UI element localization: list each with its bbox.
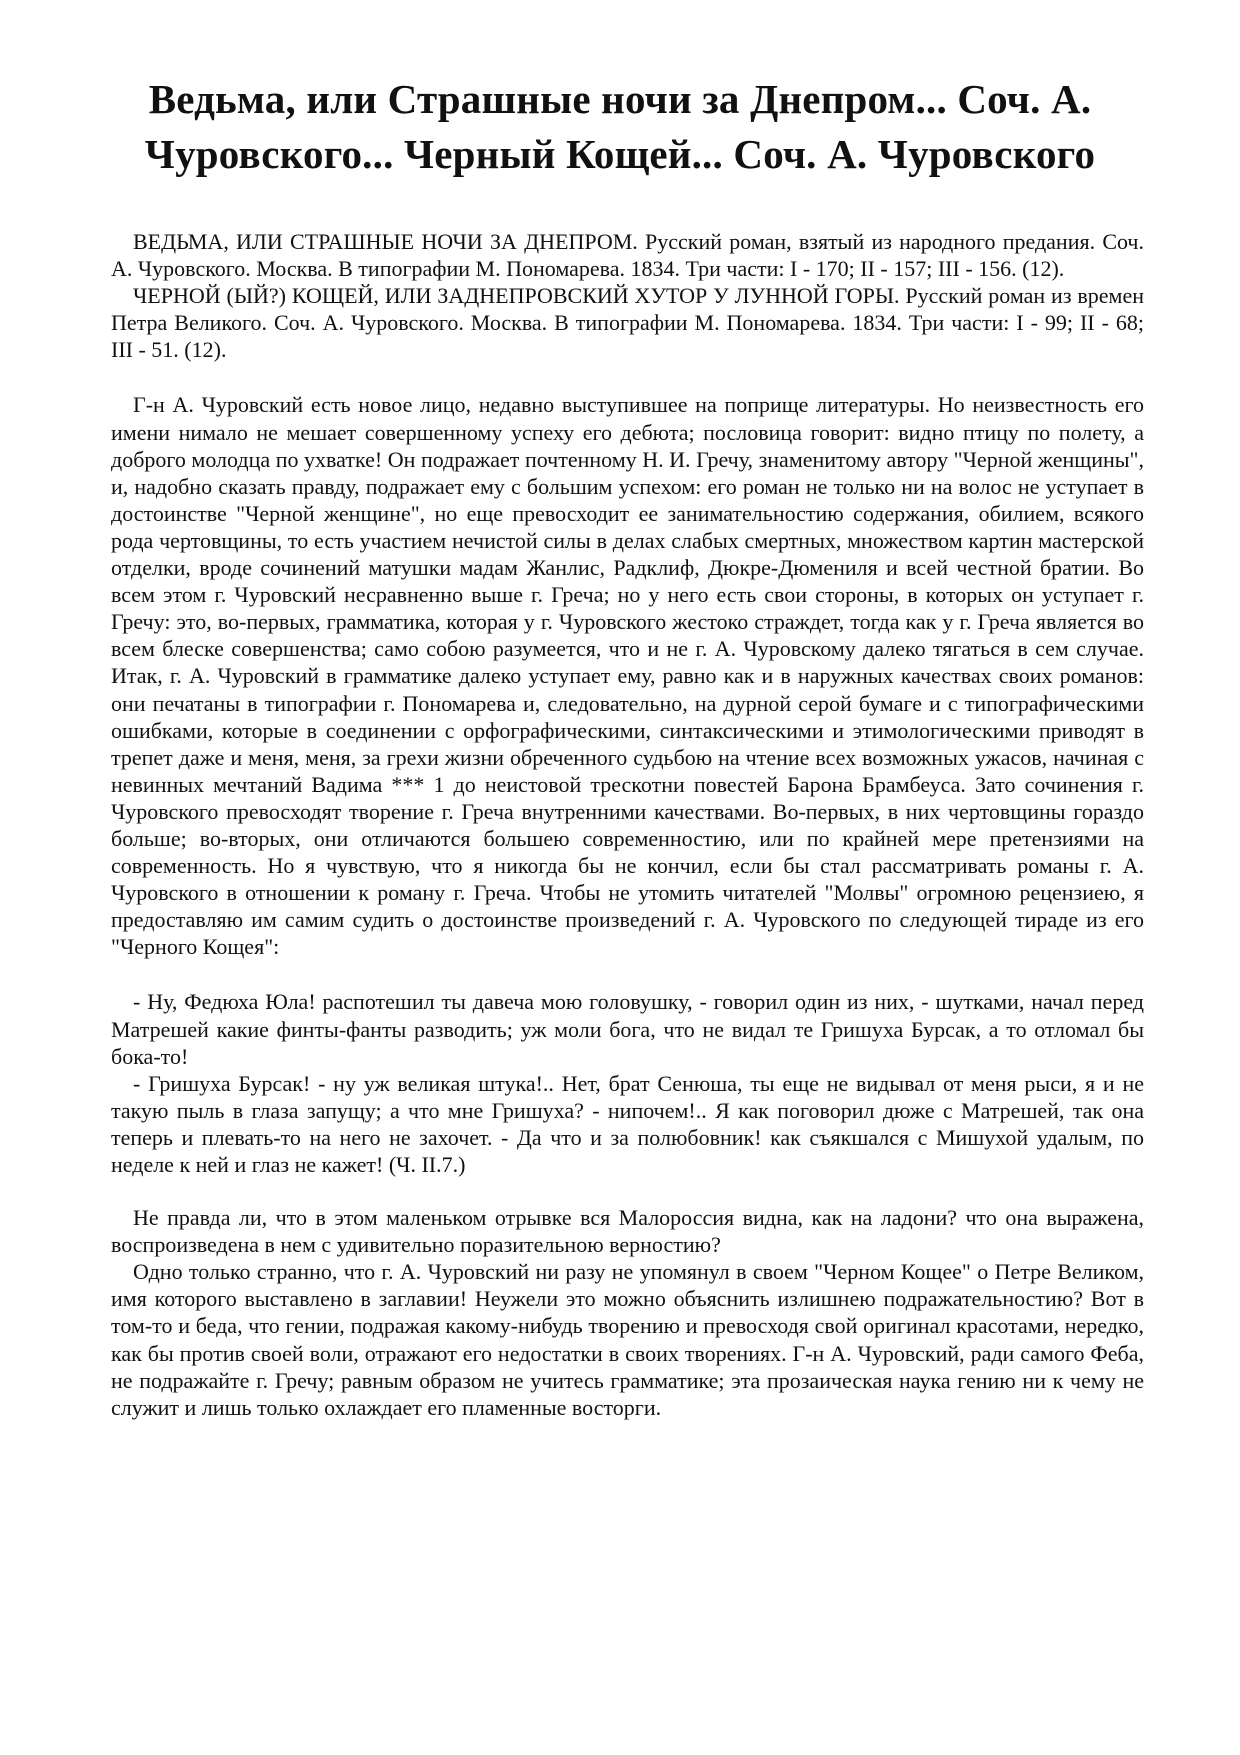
paragraph-gap — [111, 363, 1144, 391]
paragraph-gap — [111, 1178, 1144, 1204]
bibliography-entry-1: ВЕДЬМА, ИЛИ СТРАШНЫЕ НОЧИ ЗА ДНЕПРОМ. Русский роман, взятый из народного предания. Соч. А. Чуровского. Москва. В типографии М. Пономарева. 1834. Три части: I - 170; II - 157; III - 156. (12). — [111, 229, 1144, 282]
review-paragraph: Г-н А. Чуровский есть новое лицо, недавно выступившее на поприще литературы. Но неизвестность его имени нимало не мешает совершенному успеху его дебюта; пословица говорит: видно птицу по полету, а доброго молодца по ухватке! Он подражает почтенному Н. И. Гречу, знаменитому автору "Черной женщины", и, надобно сказать правду, подражает ему с большим успехом: его роман не только ни на волос не уступает в достоинстве "Черной женщине", но еще превосходит ее занимательностию содержания, обилием, всякого рода чертовщины, то есть участием нечистой силы в делах слабых смертных, множеством картин мастерской отделки, вроде сочинений матушки мадам Жанлис, Радклиф, Дюкре-Дюмениля и всей честной братии. Во всем этом г. Чуровский несравненно выше г. Греча; но у него есть свои стороны, в которых он уступает г. Гречу: это, во-первых, грамматика, которая у г. Чуровского жестоко страждет, тогда как у г. Греча является во всем блеске совершенства; само собою разумеется, что и не г. А. Чуровскому далеко тягаться в сем случае. Итак, г. А. Чуровский в грамматике далеко уступает ему, равно как и в наружных качествах своих романов: они печатаны в типографии г. Пономарева и, следовательно, на дурной серой бумаге и с типографическими ошибками, которые в соединении с орфографическими, синтаксическими и этимологическими приводят в трепет даже и меня, меня, за грехи жизни обреченного судьбою на чтение всех возможных ужасов, начиная с невинных мечтаний Вадима *** 1 до неистовой трескотни повестей Барона Брамбеуса. Зато сочинения г. Чуровского превосходят творение г. Греча внутренними качествами. Во-первых, в них чертовщины гораздо больше; во-вторых, они отличаются большею современностию, или по крайней мере претензиями на современность. Но я чувствую, что я никогда бы не кончил, если бы стал рассматривать романы г. А. Чуровского в отношении к роману г. Греча. Чтобы не утомить читателей "Молвы" огромною рецензиею, я предоставляю им самим судить о достоинстве произведений г. А. Чуровского по следующей тираде из его "Черного Кощея": — [111, 392, 1144, 960]
quote-line-1: - Ну, Федюха Юла! распотешил ты давеча мою головушку, - говорил один из них, - шутками, начал перед Матрешей какие финты-фанты разводить; уж моли бога, что не видал те Гришуха Бурсак, а то отломал бы бока-то! — [111, 989, 1144, 1069]
quote-line-2: - Гришуха Бурсак! - ну уж великая штука!.. Нет, брат Сенюша, ты еще не видывал от меня рыси, я и не такую пыль в глаза запущу; а что мне Гришуха? - нипочем!.. Я как поговорил дюже с Матрешей, так она теперь и плевать-то на него не захочет. - Да что и за полюбовник! как съякшался с Мишухой удалым, по неделе к ней и глаз не кажет! (Ч. II.7.) — [111, 1070, 1144, 1177]
paragraph-gap — [111, 960, 1144, 988]
bibliography-entry-2: ЧЕРНОЙ (ЫЙ?) КОЩЕЙ, ИЛИ ЗАДНЕПРОВСКИЙ ХУТОР У ЛУННОЙ ГОРЫ. Русский роман из времен Петра Великого. Соч. А. Чуровского. Москва. В типографии М. Пономарева. 1834. Три части: I - 99; II - 68; III - 51. (12). — [111, 283, 1144, 363]
document-body — [111, 228, 1144, 1421]
document-title: Ведьма, или Страшные ночи за Днепром... Соч. А. Чуровского... Черный Кощей... Соч. А. Чуровского — [144, 76, 1096, 177]
conclusion-paragraph-1: Не правда ли, что в этом маленьком отрывке вся Малороссия видна, как на ладони? что она выражена, воспроизведена в нем с удивительно поразительною верностию? — [111, 1205, 1144, 1258]
conclusion-paragraph-2: Одно только странно, что г. А. Чуровский ни разу не упомянул в своем "Черном Кощее" о Петре Великом, имя которого выставлено в заглавии! Неужели это можно объяснить излишнею подражательностию? Вот в том-то и беда, что гении, подражая какому-нибудь творению и превосходя свой оригинал красотами, нередко, как бы против своей воли, отражают его недостатки в своих творениях. Г-н А. Чуровский, ради самого Феба, не подражайте г. Гречу; равным образом не учитесь грамматике; эта прозаическая наука гению ни к чему не служит и лишь только охлаждает его пламенные восторги. — [111, 1259, 1144, 1420]
